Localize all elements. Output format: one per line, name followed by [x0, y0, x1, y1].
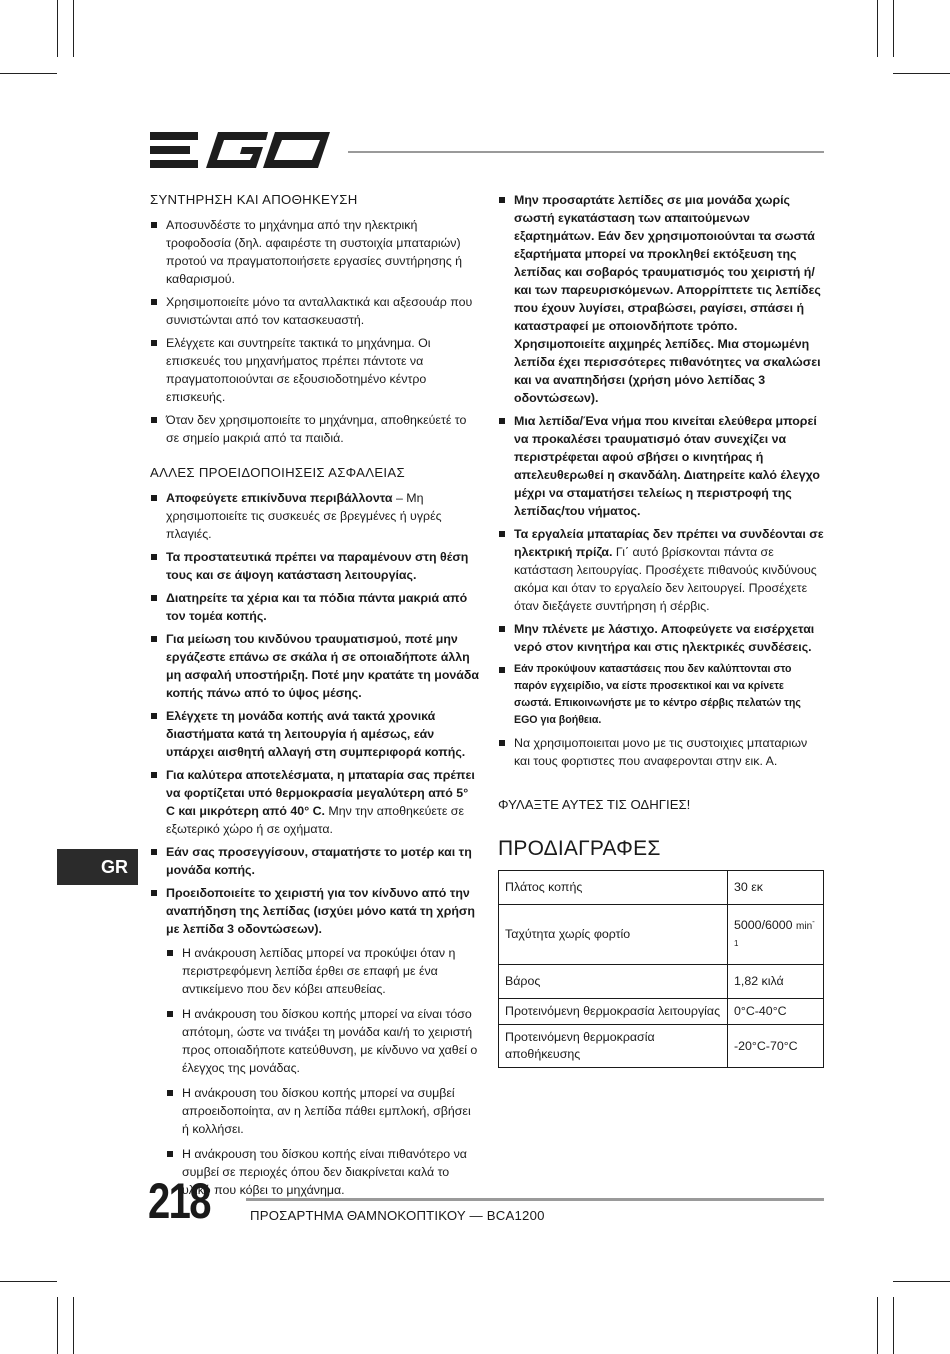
spec-label: Βάρος [499, 965, 728, 999]
crop-mark [893, 1297, 894, 1354]
list-item: Να χρησιμοποιειται μονο με τις συστοιχιες μπαταριων και τους φορτιστες που αναφερονται στην εικ. Α. [498, 734, 824, 770]
bold-text: Για καλύτερα αποτελέσματα, η μπαταρία σας πρέπει να φορτίζεται υπό θερμοκρασία μεγαλύτερη από 5° C και μικρότερη από 40° C. [166, 768, 475, 818]
list-item: Αποσυνδέστε το μηχάνημα από την ηλεκτρική τροφοδοσία (δηλ. αφαιρέστε τη συστοιχία μπαταριών) προτού να πραγματοποιήσετε εργασίες συντήρησης ή καθαρισμού. [150, 216, 480, 288]
spec-label: Ταχύτητα χωρίς φορτίο [499, 905, 728, 965]
list-item [150, 843, 480, 879]
list-item: Η ανάκρουση του δίσκου κοπής μπορεί να είναι τόσο απότομη, ώστε να τινάξει τη μονάδα και/ή το χειριστή προς οποιαδήποτε κατεύθυνση, με κίνδυνο να χαθεί ο έλεγχος της μονάδας. [166, 1005, 480, 1077]
table-row [499, 965, 824, 999]
page-number: 218 [148, 1173, 210, 1229]
crop-mark [877, 1297, 878, 1354]
list-item [498, 620, 824, 656]
specifications-heading: ΠΡΟΔΙΑΓΡΑΦΕΣ [498, 837, 661, 860]
footer-rule [246, 1198, 824, 1201]
language-tab: GR [57, 849, 138, 885]
other-warnings-heading: ΑΛΛΕΣ ΠΡΟΕΙΔΟΠΟΙΗΣΕΙΣ ΑΣΦΑΛΕΙΑΣ [150, 465, 405, 480]
crop-mark [893, 1281, 950, 1282]
spec-superscript: -1 [734, 917, 815, 949]
spec-value [728, 905, 824, 965]
list-item [498, 661, 824, 729]
list-item [150, 707, 480, 761]
bold-text: Εάν προκύψουν καταστάσεις που δεν καλύπτονται στο παρόν εγχειρίδιο, να είστε προσεκτικοί και να κρίνετε σωστά. Επικοινωνήστε με το κέντρο σέρβις πελατών της EGO για βοήθεια. [514, 663, 801, 726]
crop-mark [877, 0, 878, 57]
ego-logo [150, 128, 330, 172]
bold-text: Για μείωση του κινδύνου τραυματισμού, ποτέ μην εργάζεστε επάνω σε σκάλα ή σε οποιαδήποτε άλλη μη ασφαλή υποστήριξη. Ποτέ μην κρατάτε τη μονάδα κοπής πάνω από το ύψος μέσης. [166, 632, 480, 700]
bold-text: Μια λεπίδα/Ένα νήμα που κινείται ελεύθερα μπορεί να προκαλέσει τραυματισμό όταν συνεχίζει να περιστρέφεται αφού σβήσει ο κινητήρας ή απελευθερωθεί η σκανδάλη. Διατηρείτε καλό έλεγχο μέχρι να σταματήσει τελείως η περιστροφή της λεπίδας/του νήματος. [514, 414, 820, 518]
table-row [499, 871, 824, 905]
specifications-table [498, 870, 824, 1068]
bold-text: Ελέγχετε τη μονάδα κοπής ανά τακτά χρονικά διαστήματα κατά τη λειτουργία ή αμέσως, εάν υπάρχει αισθητή αλλαγή στη συμπεριφορά κοπής. [166, 709, 466, 759]
bold-text: Αποφεύγετε επικίνδυνα περιβάλλοντα [166, 491, 393, 505]
right-warnings-list [498, 191, 824, 770]
list-item [498, 525, 824, 615]
maintenance-list [150, 216, 480, 447]
list-item: Ελέγχετε και συντηρείτε τακτικά το μηχάνημα. Οι επισκευές του μηχανήματος πρέπει πάντοτε να πραγματοποιούνται σε εξουσιοδοτημένο κέντρο επισκευής. [150, 334, 480, 406]
list-item [150, 630, 480, 702]
spec-label: Προτεινόμενη θερμοκρασία αποθήκευσης [499, 1025, 728, 1068]
spec-value: -20°C-70°C [728, 1025, 824, 1068]
list-item [150, 884, 480, 1199]
list-item [150, 766, 480, 838]
bold-text: Μην πλένετε με λάστιχο. Αποφεύγετε να εισέρχεται νερό στον κινητήρα και στις ηλεκτρικές συνδέσεις. [514, 622, 815, 654]
crop-mark [893, 0, 894, 57]
body-text: – Μη χρησιμοποιείτε τις συσκευές σε βρεγμένες ή υγρές πλαγιές. [166, 491, 442, 541]
crop-mark [0, 1281, 57, 1282]
bold-text: Εάν σας προσεγγίσουν, σταματήστε το μοτέρ και τη μονάδα κοπής. [166, 845, 472, 877]
kickback-sublist [166, 944, 480, 1199]
bold-text: Τα εργαλεία μπαταρίας δεν πρέπει να συνδέονται σε ηλεκτρική πρίζα. [514, 527, 824, 559]
list-item: Όταν δεν χρησιμοποιείτε το μηχάνημα, αποθηκεύετέ το σε σημείο μακριά από τα παιδιά. [150, 411, 480, 447]
list-item [150, 489, 480, 543]
spec-label: Προτεινόμενη θερμοκρασία λειτουργίας [499, 999, 728, 1025]
body-text: Γι΄ αυτό βρίσκονται πάντα σε κατάσταση λειτουργίας. Προσέχετε πιθανούς κινδύνους ακόμα και όταν το εργαλείο δεν λειτουργεί. Προσέχετε όταν διεξάγετε συντήρηση ή σέρβις. [514, 545, 817, 613]
header-rule [348, 151, 824, 153]
crop-mark [893, 73, 950, 74]
footer-title: ΠΡΟΣΑΡΤΗΜΑ ΘΑΜΝΟΚΟΠΤΙΚΟΥ — BCA1200 [250, 1208, 545, 1223]
crop-mark [57, 0, 58, 57]
right-column [498, 191, 824, 1068]
crop-mark [0, 73, 57, 74]
table-row [499, 1025, 824, 1068]
list-item [150, 589, 480, 625]
list-item [498, 191, 824, 407]
spec-unit: min [796, 921, 813, 933]
spec-label: Πλάτος κοπής [499, 871, 728, 905]
crop-mark [73, 1297, 74, 1354]
spec-value: 30 εκ [728, 871, 824, 905]
list-item: Χρησιμοποιείτε μόνο τα ανταλλακτικά και αξεσουάρ που συνιστώνται από τον κατασκευαστή. [150, 293, 480, 329]
bold-text: Τα προστατευτικά πρέπει να παραμένουν στη θέση τους και σε άψογη κατάσταση λειτουργίας. [166, 550, 469, 582]
table-row [499, 999, 824, 1025]
spec-value-number: 5000/6000 [734, 918, 797, 933]
list-item [498, 412, 824, 520]
list-item: Η ανάκρουση του δίσκου κοπής είναι πιθανότερο να συμβεί σε περιοχές όπου δεν διακρίνεται καλά το υλικό που κόβει το μηχάνημα. [166, 1145, 480, 1199]
bold-text: Διατηρείτε τα χέρια και τα πόδια πάντα μακριά από τον τομέα κοπής. [166, 591, 468, 623]
list-item: Η ανάκρουση λεπίδας μπορεί να προκύψει όταν η περιστρεφόμενη λεπίδα έρθει σε επαφή με ένα αντικείμενο που δεν κόβει απευθείας. [166, 944, 480, 998]
crop-mark [73, 0, 74, 57]
table-row [499, 905, 824, 965]
spec-value: 0°C-40°C [728, 999, 824, 1025]
maintenance-heading: ΣΥΝΤΗΡΗΣΗ ΚΑΙ ΑΠΟΘΗΚΕΥΣΗ [150, 192, 358, 207]
list-item [150, 548, 480, 584]
left-column [150, 191, 480, 1206]
spec-value: 1,82 κιλά [728, 965, 824, 999]
list-item: Η ανάκρουση του δίσκου κοπής μπορεί να συμβεί απροειδοποίητα, αν η λεπίδα πάθει εμπλοκή, σβήσει ή κολλήσει. [166, 1084, 480, 1138]
bold-text: Προειδοποιείτε το χειριστή για τον κίνδυνο από την αναπήδηση της λεπίδας (ισχύει μόνο κατά τη χρήση με λεπίδα 3 οδοντώσεων). [166, 886, 475, 936]
crop-mark [57, 1297, 58, 1354]
other-warnings-list [150, 489, 480, 1199]
keep-instructions-heading: ΦΥΛΑΞΤΕ ΑΥΤΕΣ ΤΙΣ ΟΔΗΓΙΕΣ! [498, 797, 691, 812]
body-text: Μην την αποθηκεύετε σε εξωτερικό χώρο ή σε οχήματα. [166, 804, 464, 836]
bold-text: Μην προσαρτάτε λεπίδες σε μια μονάδα χωρίς σωστή εγκατάσταση των απαιτούμενων εξαρτημάτων. Εάν δεν χρησιμοποιούνται τα σωστά εξαρτήματα μπορεί να προκληθεί εκτόξευση της λεπίδας και σοβαρός τραυματισμός του χειριστή ή/και των παρευρισκόμενων. Απορρίπτετε τις λεπίδες που έχουν λυγίσει, στραβώσει, ραγίσει, σπάσει ή καταστραφεί με οποιονδήποτε τρόπο. Χρησιμοποιείτε αιχμηρές λεπίδες. Μια στομωμένη λεπίδα έχει περισσότερες πιθανότητες να σκαλώσει και να αναπηδήσει (χρήση μόνο λεπίδας 3 οδοντώσεων). [514, 193, 821, 405]
